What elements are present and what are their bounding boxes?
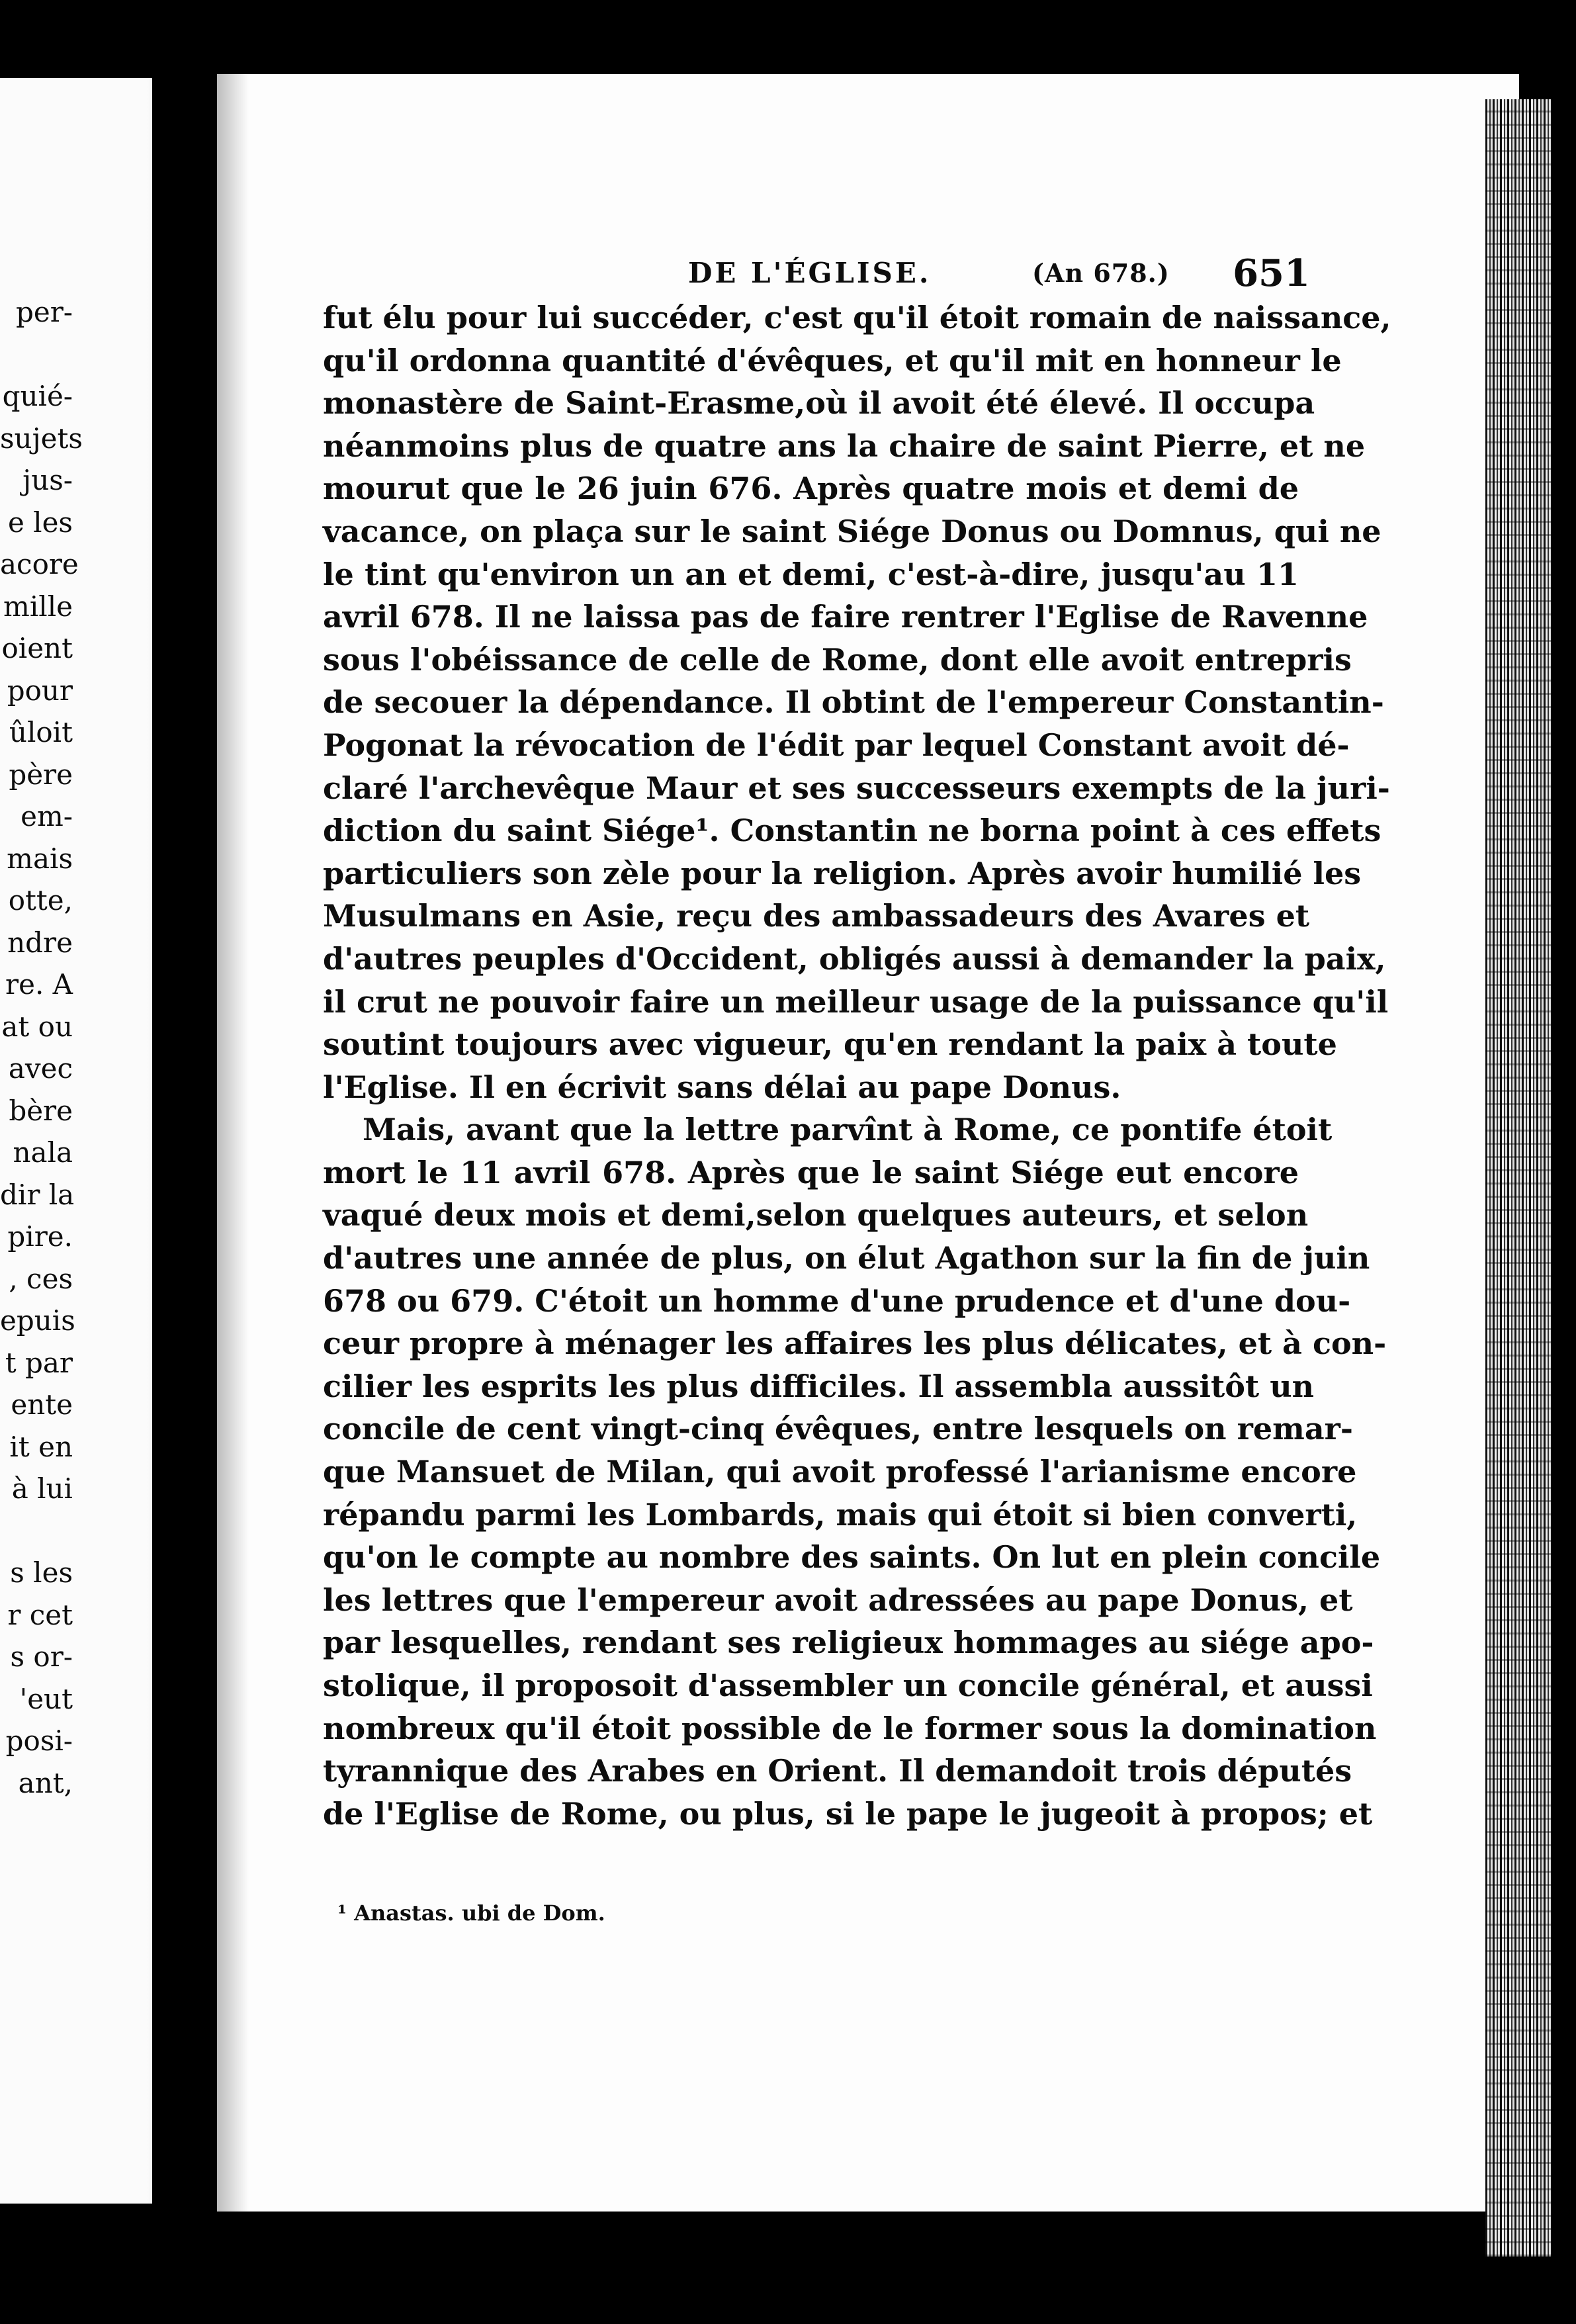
facing-page-line: , ces [9,1262,73,1295]
stacked-page-edges-texture [1485,99,1552,2257]
body-line: fut élu pour lui succéder, c'est qu'il étoit romain de naissance, [323,300,1391,335]
facing-page-line: mille [3,590,73,623]
facing-page-line: jus- [22,464,73,496]
body-line: soutint toujours avec vigueur, qu'en rendant la paix à toute [323,1026,1337,1063]
facing-page-line: otte, [8,884,73,916]
body-line: particuliers son zèle pour la religion. Après avoir humilié les [323,855,1362,891]
body-line: répandu parmi les Lombards, mais qui étoit si bien converti, [323,1496,1358,1533]
main-page-gutter-shadow [217,74,249,2212]
body-line: Pogonat la révocation de l'édit par lequel Constant avoit dé- [323,727,1350,763]
facing-page-line: avec [8,1052,73,1085]
facing-page-line [0,334,73,376]
book-gutter [152,78,218,2222]
scan-top-border [0,0,1576,83]
running-head [688,251,1310,298]
body-line: néanmoins plus de quatre ans la chaire de saint Pierre, et ne [323,427,1366,464]
page-number: 651 [1233,251,1310,295]
facing-page-line: acore [0,548,79,580]
body-line: d'autres une année de plus, on élut Agathon sur la fin de juin [323,1240,1370,1276]
body-line: vaqué deux mois et demi,selon quelques auteurs, et selon [323,1197,1309,1233]
body-line: le tint qu'environ un an et demi, c'est-à-dire, jusqu'au 11 [323,556,1299,592]
facing-page-line: ant, [18,1766,73,1799]
body-line: 678 ou 679. C'étoit un homme d'une prudence et d'une dou- [323,1282,1351,1319]
body-line: de l'Eglise de Rome, ou plus, si le pape le jugeoit à propos; et [323,1795,1373,1832]
body-line: l'Eglise. Il en écrivit sans délai au pape Donus. [323,1069,1121,1105]
facing-page-line: 'eut [19,1682,73,1715]
facing-page-line: epuis [0,1304,75,1337]
body-line: qu'on le compte au nombre des saints. On lut en plein concile [323,1539,1381,1576]
body-line: sous l'obéissance de celle de Rome, dont elle avoit entrepris [323,641,1352,678]
facing-page-text [0,291,83,1804]
facing-page-line: nala [13,1136,73,1169]
body-line: claré l'archevêque Maur et ses successeurs exempts de la juri- [323,770,1390,806]
body-line: ceur propre à ménager les affaires les plus délicates, et à con- [323,1325,1387,1362]
facing-page-line: sujets [0,422,83,455]
footnote: ¹ Anastas. ubi de Dom. [337,1900,605,1926]
running-head-year: (An 678.) [1032,258,1170,288]
body-line: mort le 11 avril 678. Après que le saint Siége eut encore [323,1154,1299,1190]
facing-page-line: t par [5,1346,73,1379]
body-line: concile de cent vingt-cinq évêques, entre lesquels on remar- [323,1411,1353,1447]
facing-page-line: posi- [5,1724,73,1757]
body-line: nombreux qu'il étoit possible de le former sous la domination [323,1710,1377,1746]
facing-page-line: bère [9,1094,73,1127]
body-line: Mais, avant que la lettre parvînt à Rome, ce pontife étoit [363,1112,1333,1148]
facing-page-line: quié- [2,380,73,412]
facing-page-line: mais [7,842,73,875]
facing-page-line: ûloit [9,716,73,748]
facing-page-line: it en [9,1430,73,1463]
facing-page-line: ente [11,1388,73,1421]
body-line: avril 678. Il ne laissa pas de faire rentrer l'Eglise de Ravenne [323,599,1368,635]
facing-page-line: père [9,758,73,791]
body-line: Musulmans en Asie, reçu des ambassadeurs des Avares et [323,898,1310,934]
body-line: que Mansuet de Milan, qui avoit professé l'arianisme encore [323,1454,1357,1490]
facing-page-line: s les [10,1556,73,1589]
body-text [323,296,1391,1835]
facing-page-line: e les [7,506,73,539]
facing-page-line: dir la [0,1178,75,1211]
body-line: les lettres que l'empereur avoit adressées au pape Donus, et [323,1582,1353,1618]
body-line: d'autres peuples d'Occident, obligés aussi à demander la paix, [323,940,1386,977]
facing-page-line: oient [1,632,73,664]
body-line: diction du saint Siége¹. Constantin ne borna point à ces effets [323,813,1381,849]
running-head-title: DE L'ÉGLISE. [688,257,932,289]
facing-page-line: r cet [7,1598,73,1631]
body-line: tyrannique des Arabes en Orient. Il demandoit trois députés [323,1753,1352,1789]
body-line: qu'il ordonna quantité d'évêques, et qu'il mit en honneur le [323,342,1342,379]
body-line: de secouer la dépendance. Il obtint de l'empereur Constantin- [323,684,1384,721]
body-line: cilier les esprits les plus difficiles. Il assembla aussitôt un [323,1368,1315,1404]
body-line: monastère de Saint-Erasme,où il avoit été élevé. Il occupa [323,385,1315,422]
body-line: par lesquelles, rendant ses religieux hommages au siége apo- [323,1625,1374,1661]
facing-page-line [0,1510,73,1552]
body-line: mourut que le 26 juin 676. Après quatre mois et demi de [323,470,1299,507]
facing-page-line: pire. [7,1220,73,1253]
facing-page-line: ndre [7,926,73,959]
facing-page-line: per- [15,296,73,328]
facing-page-line: em- [21,800,73,832]
body-line: vacance, on plaça sur le saint Siége Donus ou Domnus, qui ne [323,513,1381,549]
body-line: il crut ne pouvoir faire un meilleur usage de la puissance qu'il [323,983,1389,1020]
facing-page-line: pour [7,674,73,707]
facing-page-line: at ou [1,1010,73,1043]
facing-page-line: s or- [10,1640,73,1673]
body-line: stolique, il proposoit d'assembler un concile général, et aussi [323,1668,1373,1703]
facing-page-line: re. A [5,968,73,1001]
facing-page-line: à lui [11,1472,73,1505]
